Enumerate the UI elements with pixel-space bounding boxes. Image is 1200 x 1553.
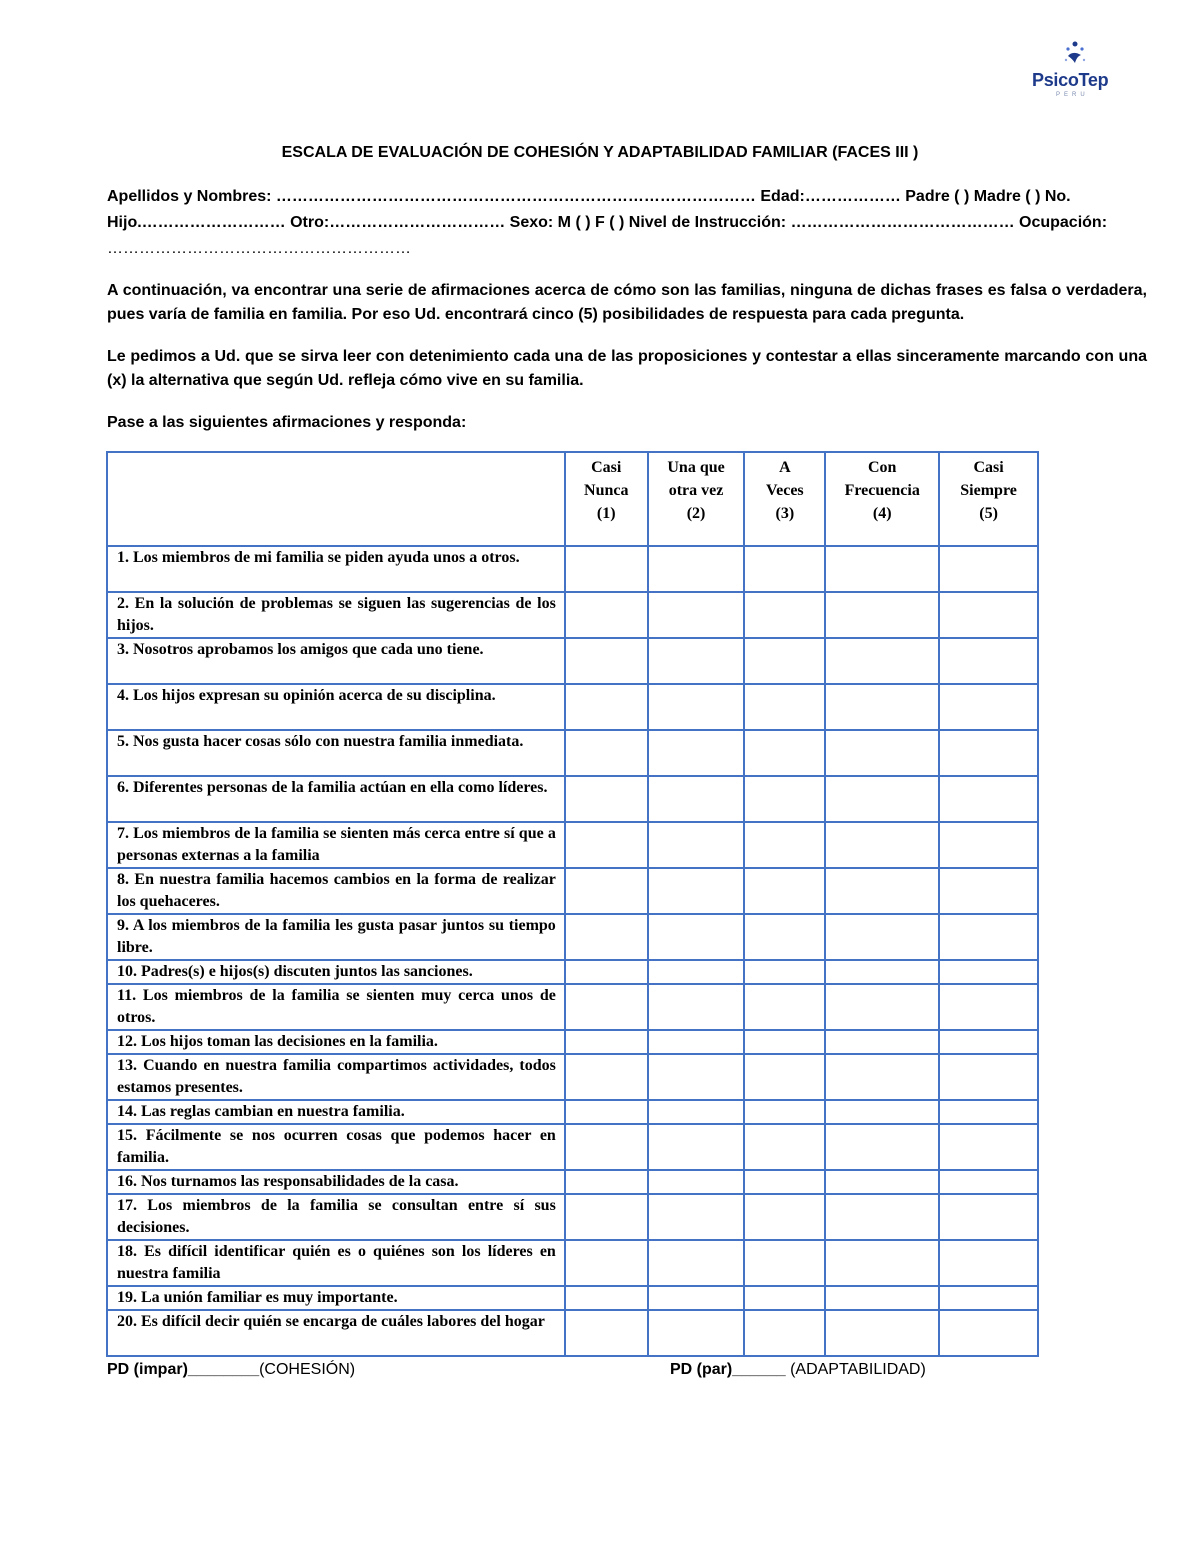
table-row	[107, 914, 1038, 960]
brand-name: PsicoTep	[1032, 70, 1109, 90]
item-text: Los miembros de mi familia se piden ayuda unos a otros.	[133, 549, 520, 566]
info-line-occupation: …………………………………………………	[107, 240, 411, 257]
answer-cell[interactable]	[565, 1240, 648, 1286]
brand-subtitle: PERU	[1056, 92, 1089, 98]
answer-cell[interactable]	[744, 592, 825, 638]
answer-cell[interactable]	[565, 684, 648, 730]
statement-header-cell	[107, 452, 565, 546]
item-text: Los miembros de la familia se consultan entre sí sus decisiones.	[117, 1197, 556, 1236]
instructions-paragraph-1: A continuación, va encontrar una serie de afirmaciones acerca de cómo son las familias, ninguna de dichas frases es falsa o verdadera, pues varía de familia en familia. Por eso Ud. encontrará cinco (5) posibilidades de respuesta para cada pregunta.	[107, 282, 1147, 323]
statement-cell	[107, 1240, 565, 1286]
item-text: Diferentes personas de la familia actúan en ella como líderes.	[133, 779, 548, 796]
statement-cell	[107, 868, 565, 914]
answer-cell[interactable]	[744, 822, 825, 868]
answer-cell[interactable]	[939, 546, 1038, 592]
answer-cell[interactable]	[939, 1240, 1038, 1286]
answer-cell[interactable]	[939, 592, 1038, 638]
item-number: 2.	[117, 595, 129, 612]
table-row	[107, 776, 1038, 822]
answer-cell[interactable]	[565, 914, 648, 960]
answer-cell[interactable]	[648, 822, 745, 868]
answer-cell[interactable]	[825, 1170, 939, 1194]
answer-cell[interactable]	[825, 638, 939, 684]
answer-cell[interactable]	[825, 1124, 939, 1170]
item-text: La unión familiar es muy importante.	[141, 1289, 398, 1306]
column-header-line: Veces	[766, 482, 804, 499]
statement-cell	[107, 914, 565, 960]
pd-odd-label: PD (impar)________	[107, 1361, 260, 1378]
answer-cell[interactable]	[825, 960, 939, 984]
item-text: Las reglas cambian en nuestra familia.	[141, 1103, 405, 1120]
answer-cell[interactable]	[744, 1100, 825, 1124]
item-number: 13.	[117, 1057, 137, 1074]
item-text: Nos gusta hacer cosas sólo con nuestra familia inmediata.	[133, 733, 524, 750]
statement-cell	[107, 984, 565, 1030]
column-header	[565, 452, 648, 546]
answer-cell[interactable]	[648, 868, 745, 914]
answer-cell[interactable]	[939, 1124, 1038, 1170]
answer-cell[interactable]	[825, 1054, 939, 1100]
item-text: En nuestra familia hacemos cambios en la forma de realizar los quehaceres.	[117, 871, 556, 910]
item-number: 16.	[117, 1173, 137, 1190]
pd-cohesion	[107, 1358, 355, 1382]
answer-cell[interactable]	[744, 868, 825, 914]
column-header	[939, 452, 1038, 546]
answer-cell[interactable]	[744, 1054, 825, 1100]
item-number: 8.	[117, 871, 129, 888]
table-header-row	[107, 452, 1038, 546]
answer-cell[interactable]	[744, 730, 825, 776]
adaptability-label: (ADAPTABILIDAD)	[785, 1361, 926, 1378]
answer-cell[interactable]	[825, 822, 939, 868]
questionnaire-table	[106, 451, 1039, 1357]
answer-cell[interactable]	[744, 776, 825, 822]
item-text: Fácilmente se nos ocurren cosas que podemos hacer en familia.	[117, 1127, 556, 1166]
answer-cell[interactable]	[825, 1286, 939, 1310]
psicotep-logo-icon	[1062, 40, 1088, 68]
answer-cell[interactable]	[648, 1170, 745, 1194]
item-text: Es difícil identificar quién es o quiénes son los líderes en nuestra familia	[117, 1243, 556, 1282]
psicotep-logo	[1028, 38, 1118, 98]
table-row	[107, 730, 1038, 776]
column-header-line: (5)	[979, 505, 998, 522]
item-number: 7.	[117, 825, 129, 842]
answer-cell[interactable]	[648, 960, 745, 984]
answer-cell[interactable]	[648, 1124, 745, 1170]
statement-cell	[107, 638, 565, 684]
answer-cell[interactable]	[939, 1054, 1038, 1100]
item-text: Los miembros de la familia se sienten más cerca entre sí que a personas externas a la familia	[117, 825, 556, 864]
column-header-line: (2)	[686, 505, 706, 522]
statement-cell	[107, 1054, 565, 1100]
column-header-line: Nunca	[584, 482, 629, 499]
column-header-line: (3)	[775, 505, 795, 522]
statement-cell	[107, 822, 565, 868]
answer-cell[interactable]	[825, 914, 939, 960]
column-header-line: Siempre	[960, 482, 1017, 499]
answer-cell[interactable]	[565, 592, 648, 638]
answer-cell[interactable]	[648, 1054, 745, 1100]
answer-cell[interactable]	[825, 1240, 939, 1286]
item-text: Los miembros de la familia se sienten muy cerca unos de otros.	[117, 987, 556, 1026]
table-row	[107, 638, 1038, 684]
column-header-line: Casi	[591, 459, 622, 476]
answer-cell[interactable]	[565, 1286, 648, 1310]
statement-cell	[107, 546, 565, 592]
answer-cell[interactable]	[648, 1194, 745, 1240]
table-row	[107, 1286, 1038, 1310]
statement-cell	[107, 1194, 565, 1240]
answer-cell[interactable]	[825, 730, 939, 776]
table-row	[107, 868, 1038, 914]
item-text: Padres(s) e hijos(s) discuten juntos las sanciones.	[141, 963, 473, 980]
item-number: 18.	[117, 1243, 137, 1260]
answer-cell[interactable]	[648, 1100, 745, 1124]
item-number: 17.	[117, 1197, 137, 1214]
item-number: 19.	[117, 1289, 137, 1306]
answer-cell[interactable]	[565, 868, 648, 914]
answer-cell[interactable]	[744, 1194, 825, 1240]
item-number: 1.	[117, 549, 129, 566]
answer-cell[interactable]	[939, 868, 1038, 914]
table-row	[107, 1054, 1038, 1100]
answer-cell[interactable]	[939, 1100, 1038, 1124]
answer-cell[interactable]	[648, 730, 745, 776]
statement-cell	[107, 776, 565, 822]
answer-cell[interactable]	[648, 546, 745, 592]
column-header-line: (4)	[872, 505, 892, 522]
item-text: Los hijos expresan su opinión acerca de su disciplina.	[133, 687, 496, 704]
item-number: 6.	[117, 779, 129, 796]
answer-cell[interactable]	[744, 1124, 825, 1170]
answer-cell[interactable]	[648, 1030, 745, 1054]
answer-cell[interactable]	[744, 546, 825, 592]
answer-cell[interactable]	[939, 1286, 1038, 1310]
instructions-paragraph-2: Le pedimos a Ud. que se sirva leer con detenimiento cada una de las proposiciones y contestar a ellas sinceramente marcando con una (x) la alternativa que según Ud. refleja cómo vive en su familia.	[107, 348, 1147, 389]
statement-cell	[107, 1030, 565, 1054]
item-text: Cuando en nuestra familia compartimos actividades, todos estamos presentes.	[117, 1057, 556, 1096]
answer-cell[interactable]	[565, 1170, 648, 1194]
answer-cell[interactable]	[939, 984, 1038, 1030]
statement-cell	[107, 1100, 565, 1124]
column-header-line: A	[779, 459, 791, 476]
item-text: Nos turnamos las responsabilidades de la casa.	[141, 1173, 459, 1190]
answer-cell[interactable]	[939, 684, 1038, 730]
item-number: 3.	[117, 641, 129, 658]
answer-cell[interactable]	[565, 730, 648, 776]
answer-cell[interactable]	[565, 1100, 648, 1124]
answer-cell[interactable]	[744, 638, 825, 684]
answer-cell[interactable]	[744, 1170, 825, 1194]
table-row	[107, 1100, 1038, 1124]
cohesion-label: (COHESIÓN)	[259, 1361, 356, 1378]
statement-cell	[107, 1170, 565, 1194]
answer-cell[interactable]	[939, 638, 1038, 684]
statement-cell	[107, 1286, 565, 1310]
table-row	[107, 1240, 1038, 1286]
answer-cell[interactable]	[648, 776, 745, 822]
answer-cell[interactable]	[939, 914, 1038, 960]
answer-cell[interactable]	[565, 638, 648, 684]
answer-cell[interactable]	[825, 1310, 939, 1356]
info-line-name: Apellidos y Nombres: ……………………………………………………………………………… Edad:……………… Padre ( ) Madre ( ) No.	[107, 188, 1071, 205]
table-row	[107, 960, 1038, 984]
statement-cell	[107, 684, 565, 730]
table-row	[107, 1030, 1038, 1054]
statement-cell	[107, 730, 565, 776]
answer-cell[interactable]	[565, 1054, 648, 1100]
table-row	[107, 684, 1038, 730]
table-row	[107, 984, 1038, 1030]
answer-cell[interactable]	[825, 1030, 939, 1054]
answer-cell[interactable]	[744, 984, 825, 1030]
statement-cell	[107, 592, 565, 638]
answer-cell[interactable]	[565, 822, 648, 868]
item-text: Los hijos toman las decisiones en la familia.	[141, 1033, 438, 1050]
info-line-details: Hijo.……………………… Otro:…………………………… Sexo: M ( ) F ( ) Nivel de Instrucción: …………………………………… Ocupación:	[107, 214, 1108, 231]
answer-cell[interactable]	[939, 730, 1038, 776]
table-row	[107, 1310, 1038, 1356]
answer-cell[interactable]	[648, 1240, 745, 1286]
column-header-line: (1)	[596, 505, 616, 522]
item-number: 4.	[117, 687, 129, 704]
answer-cell[interactable]	[825, 546, 939, 592]
column-header-line: otra vez	[668, 482, 724, 499]
answer-cell[interactable]	[648, 1310, 745, 1356]
answer-cell[interactable]	[744, 1286, 825, 1310]
statement-cell	[107, 1310, 565, 1356]
answer-cell[interactable]	[939, 1194, 1038, 1240]
answer-cell[interactable]	[565, 1124, 648, 1170]
answer-cell[interactable]	[744, 914, 825, 960]
answer-cell[interactable]	[565, 1310, 648, 1356]
answer-cell[interactable]	[648, 1286, 745, 1310]
answer-cell[interactable]	[825, 984, 939, 1030]
column-header	[825, 452, 939, 546]
item-number: 9.	[117, 917, 129, 934]
answer-cell[interactable]	[825, 868, 939, 914]
column-header-line: Una que	[667, 459, 725, 476]
answer-cell[interactable]	[744, 960, 825, 984]
item-number: 14.	[117, 1103, 137, 1120]
answer-cell[interactable]	[565, 1030, 648, 1054]
answer-cell[interactable]	[744, 1310, 825, 1356]
answer-cell[interactable]	[565, 984, 648, 1030]
item-number: 12.	[117, 1033, 137, 1050]
table-row	[107, 822, 1038, 868]
item-text: A los miembros de la familia les gusta pasar juntos su tiempo libre.	[117, 917, 556, 956]
answer-cell[interactable]	[744, 684, 825, 730]
column-header-line: Con	[867, 459, 897, 476]
answer-cell[interactable]	[648, 914, 745, 960]
answer-cell[interactable]	[648, 984, 745, 1030]
item-text: Es difícil decir quién se encarga de cuáles labores del hogar	[141, 1313, 545, 1330]
answer-cell[interactable]	[565, 960, 648, 984]
item-text: En la solución de problemas se siguen las sugerencias de los hijos.	[117, 595, 556, 634]
table-row	[107, 1170, 1038, 1194]
table-row	[107, 1194, 1038, 1240]
column-header-line: Casi	[973, 459, 1004, 476]
item-number: 5.	[117, 733, 129, 750]
answer-cell[interactable]	[825, 1194, 939, 1240]
item-number: 20.	[117, 1313, 137, 1330]
instructions-paragraph-3: Pase a las siguientes afirmaciones y responda:	[107, 414, 467, 431]
item-number: 10.	[117, 963, 137, 980]
answer-cell[interactable]	[744, 1030, 825, 1054]
item-number: 15.	[117, 1127, 137, 1144]
column-header-line: Frecuencia	[844, 482, 920, 499]
item-number: 11.	[117, 987, 137, 1004]
document-title: ESCALA DE EVALUACIÓN DE COHESIÓN Y ADAPTABILIDAD FAMILIAR (FACES III )	[281, 144, 919, 161]
answer-cell[interactable]	[648, 684, 745, 730]
statement-cell	[107, 960, 565, 984]
statement-cell	[107, 1124, 565, 1170]
answer-cell[interactable]	[825, 592, 939, 638]
answer-cell[interactable]	[744, 1240, 825, 1286]
answer-cell[interactable]	[939, 1170, 1038, 1194]
answer-cell[interactable]	[565, 776, 648, 822]
answer-cell[interactable]	[939, 960, 1038, 984]
answer-cell[interactable]	[939, 822, 1038, 868]
column-header	[648, 452, 745, 546]
answer-cell[interactable]	[565, 546, 648, 592]
pd-adaptability	[670, 1358, 926, 1382]
answer-cell[interactable]	[939, 1310, 1038, 1356]
answer-cell[interactable]	[648, 638, 745, 684]
answer-cell[interactable]	[648, 592, 745, 638]
answer-cell[interactable]	[939, 1030, 1038, 1054]
answer-cell[interactable]	[825, 776, 939, 822]
table-row	[107, 1124, 1038, 1170]
pd-even-label: PD (par)______	[670, 1361, 786, 1378]
answer-cell[interactable]	[825, 684, 939, 730]
table-row	[107, 546, 1038, 592]
table-row	[107, 592, 1038, 638]
column-header	[744, 452, 825, 546]
answer-cell[interactable]	[825, 1100, 939, 1124]
answer-cell[interactable]	[565, 1194, 648, 1240]
item-text: Nosotros aprobamos los amigos que cada uno tiene.	[133, 641, 484, 658]
answer-cell[interactable]	[939, 776, 1038, 822]
